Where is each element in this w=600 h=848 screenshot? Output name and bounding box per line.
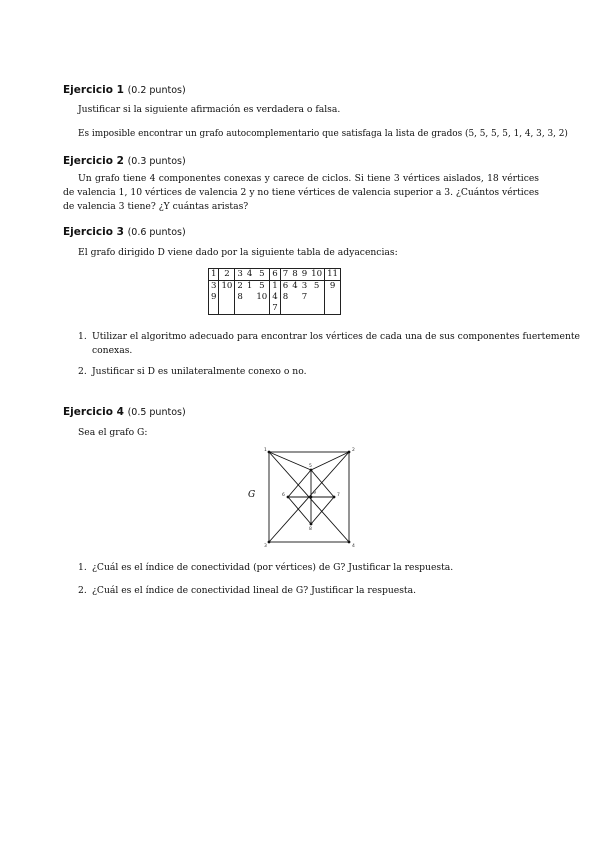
exercise-1-points: (0.2 puntos) (127, 85, 186, 96)
graph-vertex (348, 451, 351, 454)
graph-vertex (310, 496, 313, 499)
exercise-2-heading: Ejercicio 2 (63, 155, 124, 167)
table-cell (325, 303, 341, 315)
table-cell: 7 (301, 292, 308, 302)
graph-vertex (333, 496, 336, 499)
exercise-3-title (63, 226, 186, 238)
item-number: 2. (78, 366, 87, 377)
item-text: Justificar si D es unilateralmente conexo o no. (92, 366, 307, 377)
vertex-label: 6 (282, 493, 285, 498)
header-cell: 4 (246, 269, 253, 279)
graph-edge (311, 497, 334, 524)
header-cell: 3 (235, 269, 245, 281)
table-cell (290, 292, 299, 303)
exercise-3-heading: Ejercicio 3 (63, 226, 124, 238)
exercise-2-text: Un grafo tiene 4 componentes conexas y carece de ciclos. Si tiene 3 vértices aislados, 18 vértices de valencia 1, 10 vértices de valencia 2 y no tiene vértices de valencia superior a 3. ¿Cuántos vértices de valencia 3 tiene? ¿Y cuántas aristas? (63, 173, 539, 212)
table-cell (245, 303, 254, 315)
table-cell: 9 (209, 292, 219, 303)
table-cell: 1 (270, 281, 280, 293)
table-cell (219, 292, 235, 303)
vertex-label: 8 (309, 527, 312, 532)
table-cell (245, 292, 254, 303)
graph-edge (269, 452, 311, 470)
table-cell: 8 (235, 292, 245, 303)
exercise-4-title (63, 406, 186, 418)
table-cell: 4 (292, 281, 298, 291)
adjacency-header-row (209, 269, 341, 281)
header-cell: 10 (309, 269, 324, 281)
exercise-4-points: (0.5 puntos) (127, 407, 186, 418)
vertex-label: 5 (309, 464, 312, 469)
exercise-4-item-2 (78, 584, 548, 599)
table-cell (309, 303, 324, 315)
exercise-3-points: (0.6 puntos) (127, 227, 186, 238)
header-cell: 11 (325, 269, 341, 281)
table-cell (309, 292, 324, 303)
adjacency-row (209, 292, 341, 303)
table-cell: 4 (270, 292, 280, 303)
exercise-1-heading: Ejercicio 1 (63, 84, 124, 96)
item-text: ¿Cuál es el índice de conectividad (por vértices) de G? Justificar la respuesta. (92, 562, 454, 573)
graph-vertex (310, 523, 313, 526)
table-cell: 3 (209, 281, 219, 293)
table-cell: 6 (280, 281, 290, 293)
graph-name-label: G (248, 490, 256, 500)
exercise-3-intro: El grafo dirigido D viene dado por la siguiente tabla de adyacencias: (78, 247, 398, 258)
table-cell (235, 303, 245, 315)
table-cell (209, 303, 219, 315)
vertex-label: 4 (352, 544, 355, 549)
exercise-3-item-1 (78, 330, 580, 360)
exercise-4-intro: Sea el grafo G: (78, 427, 148, 438)
table-cell (290, 303, 299, 315)
table-cell (325, 292, 341, 303)
table-cell: 7 (270, 303, 280, 315)
table-cell (219, 303, 235, 315)
graph-vertex (348, 541, 351, 544)
vertex-label: 3 (264, 544, 267, 549)
header-cell: 8 (292, 269, 298, 279)
exercise-1-claim: Es imposible encontrar un grafo autocomplementario que satisfaga la lista de grados (5, 5, 5, 5, 1, 4, 3, 3, 2) (78, 129, 568, 139)
table-cell: 3 (301, 281, 308, 291)
graph-edge (288, 497, 311, 524)
header-cell: 6 (270, 269, 280, 281)
graph-vertex (287, 496, 290, 499)
table-cell: 5 (309, 281, 324, 293)
graph-g-figure (244, 444, 364, 554)
table-cell: 8 (280, 292, 290, 303)
table-cell: 10 (219, 281, 235, 293)
table-cell (300, 303, 309, 315)
table-cell (254, 303, 269, 315)
vertex-label: 7 (337, 493, 340, 498)
item-number: 1. (78, 331, 87, 342)
vertex-label: 9 (313, 491, 316, 496)
header-cell: 9 (301, 269, 308, 279)
exercise-4-item-1 (78, 561, 548, 576)
item-number: 1. (78, 562, 87, 573)
item-text: Utilizar el algoritmo adecuado para encontrar los vértices de cada una de sus componentes fuertemente (92, 331, 580, 342)
adjacency-row (209, 303, 341, 315)
header-cell: 5 (254, 269, 269, 281)
graph-edge (288, 470, 311, 497)
exercise-1-title (63, 84, 186, 96)
exercise-2-points: (0.3 puntos) (127, 156, 186, 167)
table-cell: 2 (235, 281, 245, 293)
table-cell: 9 (325, 281, 341, 293)
graph-edge (311, 452, 349, 470)
graph-vertex (268, 451, 271, 454)
item-text-continued: conexas. (92, 345, 133, 356)
exercise-4-heading: Ejercicio 4 (63, 406, 124, 418)
table-cell: 10 (254, 292, 269, 303)
header-cell: 1 (209, 269, 219, 281)
adjacency-table (208, 268, 341, 315)
header-cell: 7 (280, 269, 290, 281)
adjacency-row (209, 281, 341, 293)
graph-vertex (310, 469, 313, 472)
vertex-label: 2 (352, 448, 355, 453)
exercise-1-statement: Justificar si la siguiente afirmación es verdadera o falsa. (78, 104, 341, 115)
table-cell (280, 303, 290, 315)
exercise-3-item-2 (78, 365, 548, 380)
item-text: ¿Cuál es el índice de conectividad lineal de G? Justificar la respuesta. (92, 585, 417, 596)
item-number: 2. (78, 585, 87, 596)
exercise-2-title (63, 155, 186, 167)
table-cell: 5 (254, 281, 269, 293)
header-cell: 2 (219, 269, 235, 281)
graph-vertex (268, 541, 271, 544)
table-cell: 1 (246, 281, 253, 291)
vertex-label: 1 (264, 448, 267, 453)
